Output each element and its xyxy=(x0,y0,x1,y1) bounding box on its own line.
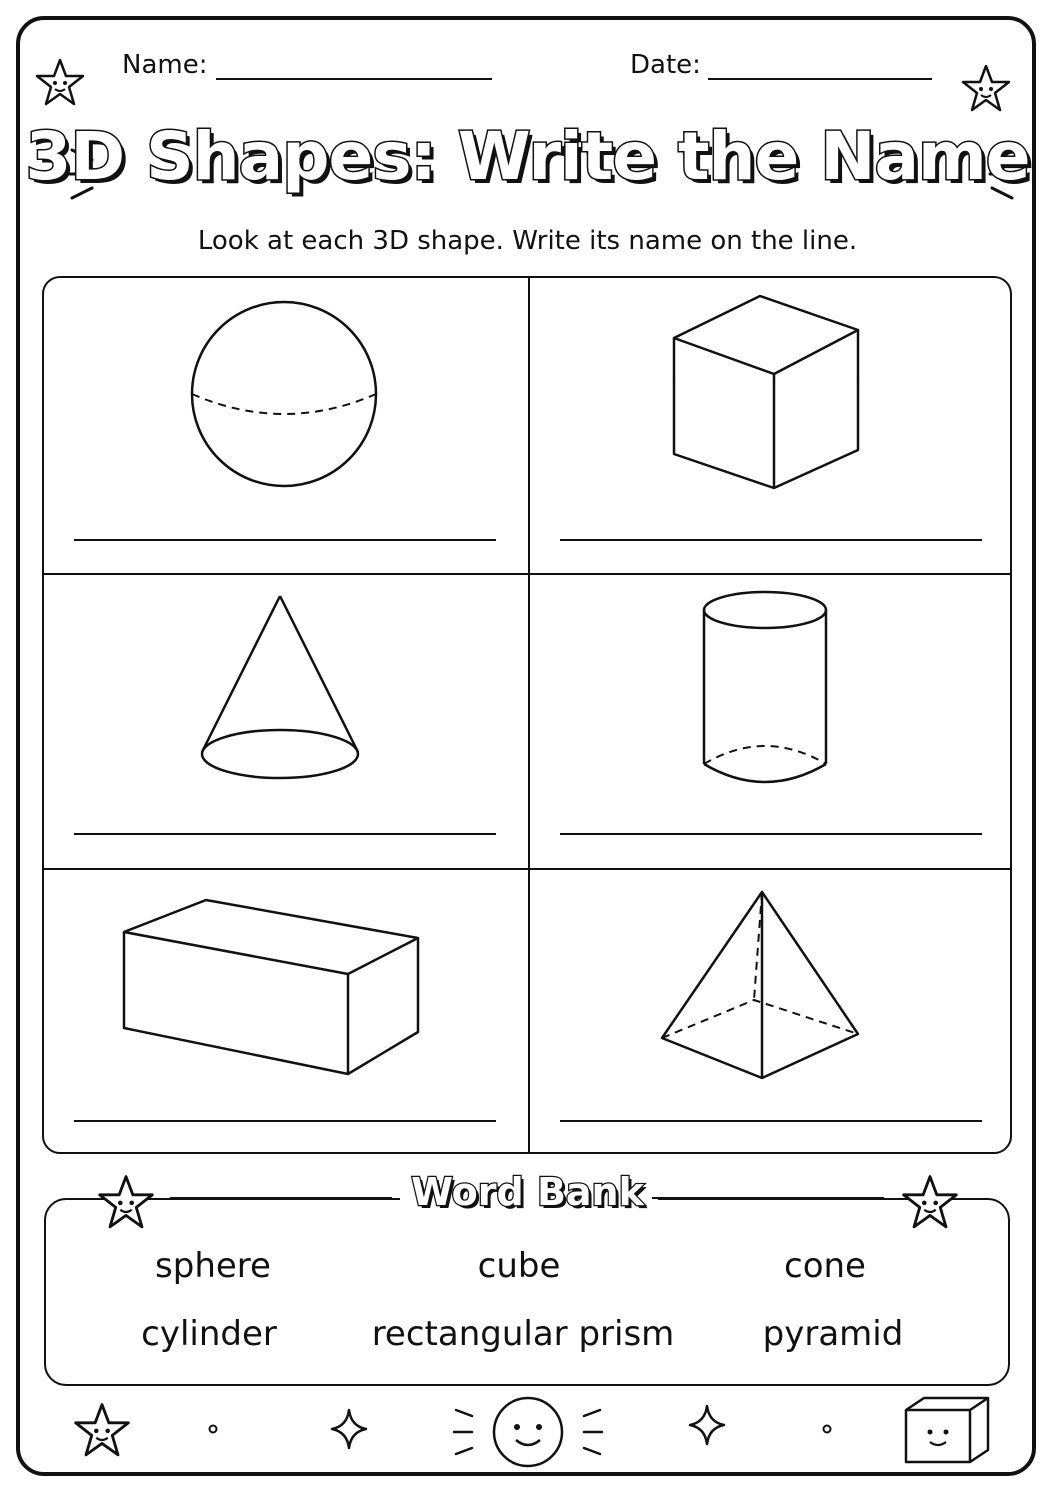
date-field[interactable] xyxy=(708,78,932,80)
grid-divider-horizontal xyxy=(44,573,1010,575)
dot-icon xyxy=(820,1422,834,1436)
word-bank-box xyxy=(44,1198,1010,1386)
answer-line[interactable] xyxy=(560,539,982,541)
answer-line[interactable] xyxy=(74,539,496,541)
star-face-icon xyxy=(94,1172,158,1236)
word-bank-title: Word Bank xyxy=(411,1170,644,1214)
grid-divider-horizontal xyxy=(44,868,1010,870)
cylinder-icon xyxy=(700,588,830,788)
word-bank-item: cone xyxy=(784,1246,866,1286)
answer-line[interactable] xyxy=(560,833,982,835)
smiley-face-icon xyxy=(450,1394,606,1470)
word-bank-item: rectangular prism xyxy=(371,1314,675,1354)
star-face-icon xyxy=(32,56,88,112)
star-face-icon xyxy=(958,62,1014,118)
page-title: 3D Shapes: Write the Name xyxy=(25,118,1030,195)
name-label: Name: xyxy=(122,50,208,80)
sphere-icon xyxy=(184,294,384,494)
word-bank-item: sphere xyxy=(155,1246,271,1286)
cube-face-icon xyxy=(900,1394,992,1466)
date-label: Date: xyxy=(630,50,701,80)
answer-line[interactable] xyxy=(560,1120,982,1122)
cone-icon xyxy=(196,592,360,788)
star-face-icon xyxy=(898,1172,962,1236)
cube-icon xyxy=(664,292,864,492)
shapes-grid xyxy=(42,276,1012,1154)
rectangular-prism-icon xyxy=(120,894,424,1078)
word-bank-item: cylinder xyxy=(141,1314,277,1354)
pyramid-icon xyxy=(658,888,862,1084)
instructions: Look at each 3D shape. Write its name on the line. xyxy=(197,226,858,256)
grid-divider-vertical xyxy=(528,278,530,1152)
word-bank-item: cube xyxy=(477,1246,561,1286)
star-face-icon xyxy=(70,1400,134,1464)
dot-icon xyxy=(206,1422,220,1436)
word-bank-item: pyramid xyxy=(762,1314,904,1354)
answer-line[interactable] xyxy=(74,1120,496,1122)
sparkle-icon xyxy=(330,1408,368,1450)
answer-line[interactable] xyxy=(74,833,496,835)
name-field[interactable] xyxy=(216,78,492,80)
sparkle-icon xyxy=(688,1404,726,1446)
